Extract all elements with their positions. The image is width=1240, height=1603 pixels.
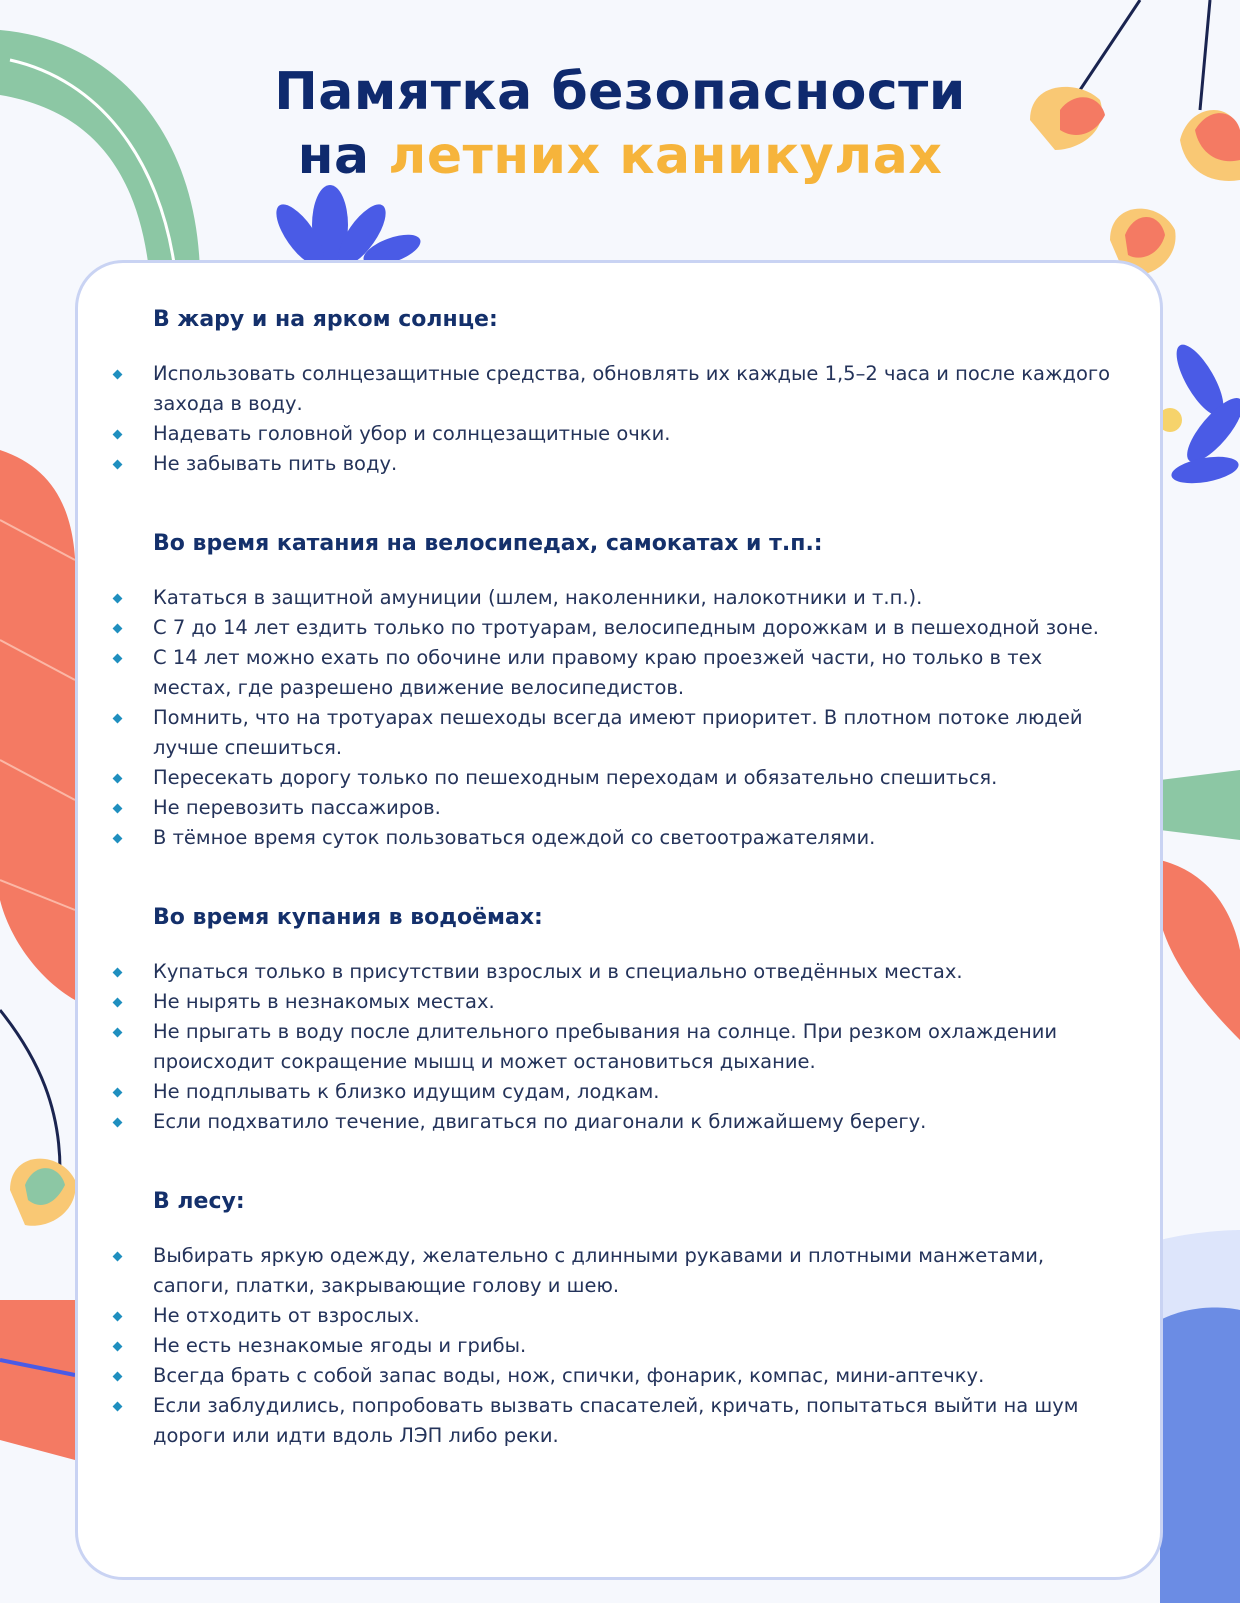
list-item: Пересекать дорогу только по пешеходным переходам и обязательно спешиться. (113, 763, 1116, 793)
title-prefix: на (297, 126, 370, 186)
diamond-bullet-icon (113, 594, 123, 604)
blue-flower-right-decoration (1158, 338, 1240, 487)
diamond-bullet-icon (113, 1028, 123, 1038)
list-item: Использовать солнцезащитные средства, обновлять их каждые 1,5–2 часа и после каждого захода в воду. (113, 359, 1116, 419)
section-list (113, 359, 1116, 479)
diamond-bullet-icon (113, 460, 123, 470)
list-item: С 14 лет можно ехать по обочине или правому краю проезжей части, но только в тех местах, где разрешено движение велосипедистов. (113, 643, 1116, 703)
list-item: Если заблудились, попробовать вызвать спасателей, кричать, попытаться выйти на шум дороги или идти вдоль ЛЭП либо реки. (113, 1391, 1116, 1451)
red-flower-decoration (0, 450, 76, 1000)
diamond-bullet-icon (113, 1372, 123, 1382)
list-item: Всегда брать с собой запас воды, нож, спички, фонарик, компас, мини-аптечку. (113, 1361, 1116, 1391)
list-item: Не перевозить пассажиров. (113, 793, 1116, 823)
section-heading: Во время катания на велосипедах, самокатах и т.п.: (153, 531, 823, 556)
section-list (113, 1241, 1116, 1451)
list-item: Надевать головной убор и солнцезащитные очки. (113, 419, 1116, 449)
red-petals-right-decoration (1160, 860, 1240, 1040)
section-heat (113, 305, 1116, 479)
list-item: Выбирать яркую одежду, желательно с длинными рукавами и плотными манжетами, сапоги, платки, закрывающие голову и шею. (113, 1241, 1116, 1301)
diamond-bullet-icon (113, 1252, 123, 1262)
diamond-bullet-icon (113, 834, 123, 844)
list-item: В тёмное время суток пользоваться одеждой со светоотражателями. (113, 823, 1116, 853)
title-line-2 (0, 124, 1240, 188)
section-heading: В лесу: (153, 1189, 245, 1214)
list-item: Не подплывать к близко идущим судам, лодкам. (113, 1077, 1116, 1107)
section-swimming (113, 903, 1116, 1137)
list-item: С 7 до 14 лет ездить только по тротуарам, велосипедным дорожкам и в пешеходной зоне. (113, 613, 1116, 643)
diamond-bullet-icon (113, 968, 123, 978)
diamond-bullet-icon (113, 998, 123, 1008)
diamond-bullet-icon (113, 1402, 123, 1412)
diamond-bullet-icon (113, 1088, 123, 1098)
list-item: Не есть незнакомые ягоды и грибы. (113, 1331, 1116, 1361)
section-list (113, 957, 1116, 1137)
list-item: Не нырять в незнакомых местах. (113, 987, 1116, 1017)
list-item: Помнить, что на тротуарах пешеходы всегда имеют приоритет. В плотном потоке людей лучше спешиться. (113, 703, 1116, 763)
list-item: Купаться только в присутствии взрослых и в специально отведённых местах. (113, 957, 1116, 987)
diamond-bullet-icon (113, 1118, 123, 1128)
list-item: Не отходить от взрослых. (113, 1301, 1116, 1331)
diamond-bullet-icon (113, 1342, 123, 1352)
section-cycling (113, 529, 1116, 853)
title-accent: летних каникулах (388, 126, 943, 186)
list-item: Не забывать пить воду. (113, 449, 1116, 479)
diamond-bullet-icon (113, 1312, 123, 1322)
list-item: Если подхватило течение, двигаться по диагонали к ближайшему берегу. (113, 1107, 1116, 1137)
section-list (113, 583, 1116, 853)
section-heading: В жару и на ярком солнце: (153, 307, 498, 332)
diamond-bullet-icon (113, 654, 123, 664)
diamond-bullet-icon (113, 774, 123, 784)
green-leaf-right-decoration (1160, 770, 1240, 840)
diamond-bullet-icon (113, 804, 123, 814)
red-shape-left-decoration (0, 1300, 75, 1460)
list-item: Не прыгать в воду после длительного пребывания на солнце. При резком охлаждении происходит сокращение мышц и может остановиться дыхание. (113, 1017, 1116, 1077)
section-heading: Во время купания в водоёмах: (153, 905, 543, 930)
diamond-bullet-icon (113, 430, 123, 440)
page-title (0, 60, 1240, 188)
title-line-1: Памятка безопасности (274, 62, 966, 122)
diamond-bullet-icon (113, 370, 123, 380)
diamond-bullet-icon (113, 624, 123, 634)
list-item: Кататься в защитной амуниции (шлем, наколенники, налокотники и т.п.). (113, 583, 1116, 613)
yellow-flower-left-decoration (10, 1159, 76, 1226)
section-forest (113, 1187, 1116, 1451)
diamond-bullet-icon (113, 714, 123, 724)
content-card (75, 260, 1163, 1580)
